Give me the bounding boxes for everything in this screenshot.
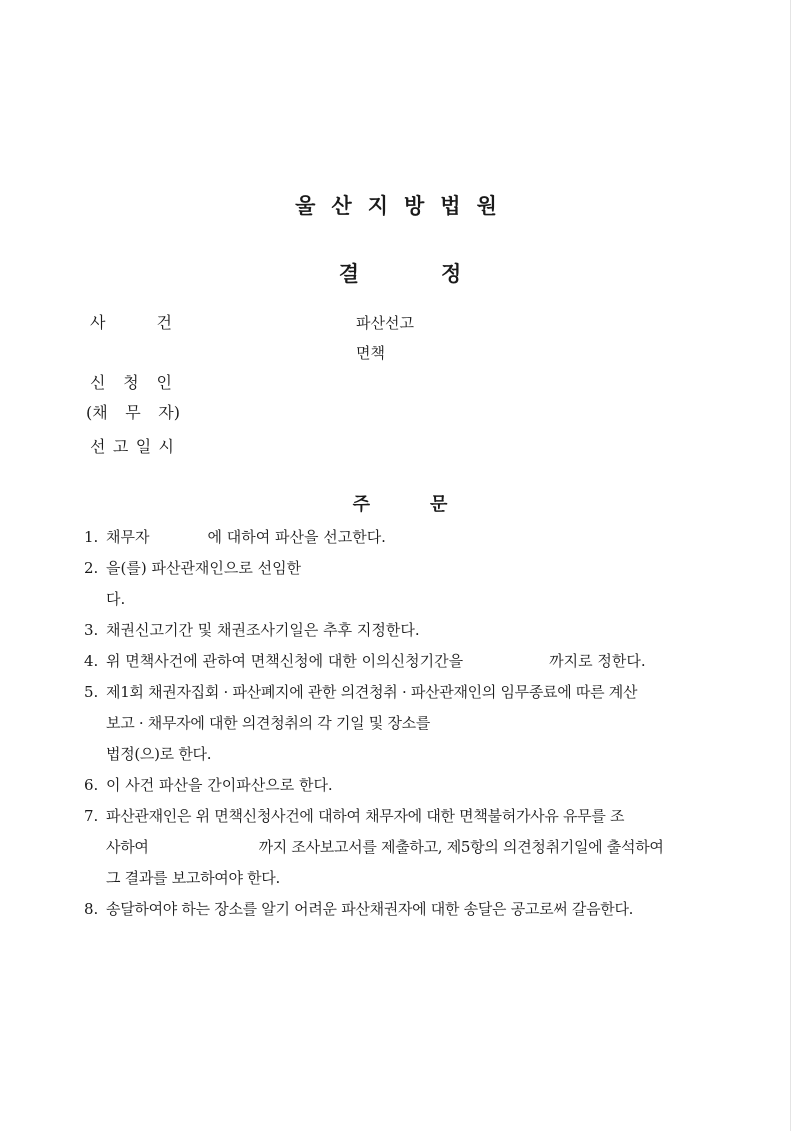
order-item: 6. 이 사건 파산을 간이파산으로 한다. (84, 776, 333, 794)
debtor-label: (채 무 자) (86, 403, 180, 422)
order-item: 1. 채무자 에 대하여 파산을 선고한다. (84, 528, 386, 546)
order-item: 4. 위 면책사건에 관하여 면책신청에 대한 이의신청기간을 까지로 정한다. (84, 652, 646, 670)
order-item: 8. 송달하여야 하는 장소를 알기 어려운 파산채권자에 대한 송달은 공고로써 갈음한다. (84, 900, 634, 918)
page-edge (790, 0, 791, 1131)
case-value-discharge: 면책 (356, 344, 385, 362)
order-item: 7. 파산관재인은 위 면책신청사건에 대하여 채무자에 대한 면책불허가사유 유무를 조 사하여 까지 조사보고서를 제출하고, 제5항의 의견청취기일에 출석하여 그 결과를 보고하여야 한다. (84, 807, 664, 887)
case-value-bankruptcy: 파산선고 (356, 314, 414, 332)
order-title: 주문 (352, 494, 508, 515)
court-name: 울산지방법원 (295, 194, 513, 218)
decision-title: 결정 (338, 262, 544, 286)
order-item: 2. 을(를) 파산관재인으로 선임한 다. (84, 559, 302, 608)
order-item: 3. 채권신고기간 및 채권조사기일은 추후 지정한다. (84, 621, 420, 639)
order-item: 5. 제1회 채권자집회 · 파산폐지에 관한 의견청취 · 파산관재인의 임무종료에 따른 계산 보고 · 채무자에 대한 의견청취의 각 기일 및 장소를 법정(으)로 한다. (84, 683, 638, 763)
order-list (84, 522, 704, 925)
date-label: 선 고 일 시 (90, 437, 174, 456)
case-label: 사 건 (90, 313, 172, 332)
applicant-label: 신 청 인 (90, 373, 172, 392)
